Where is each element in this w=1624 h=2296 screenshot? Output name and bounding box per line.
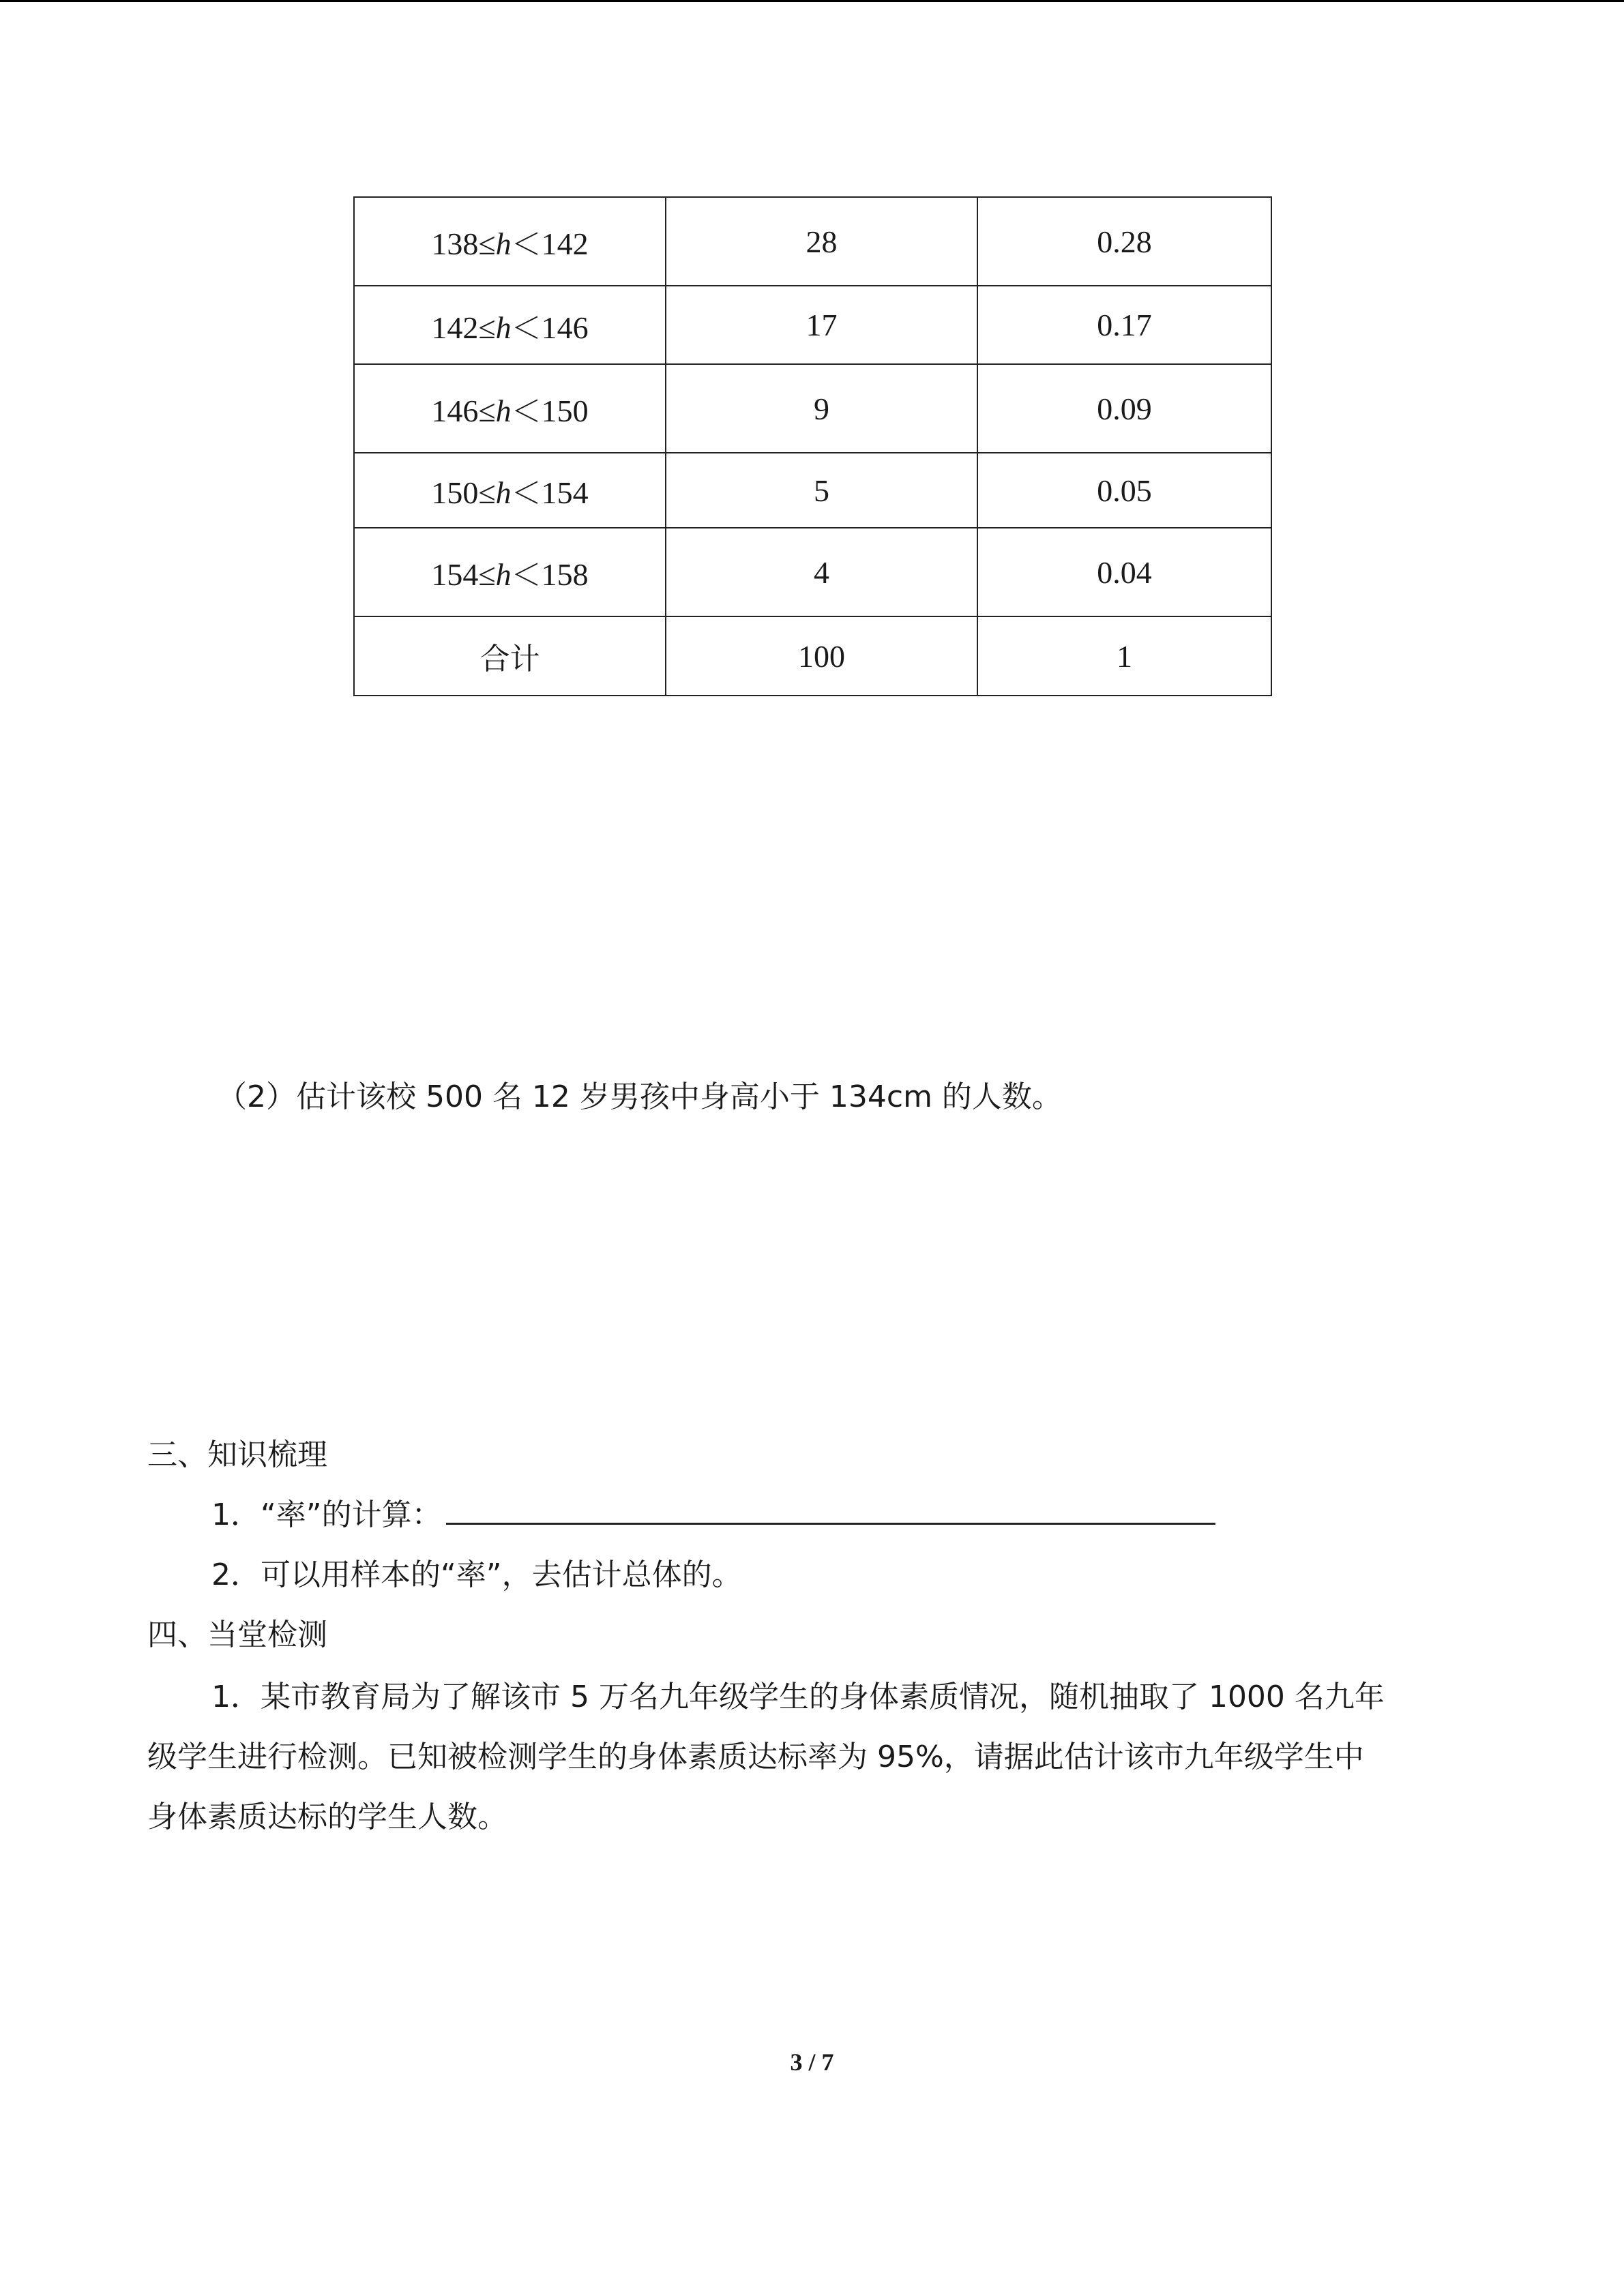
count-cell: 5: [666, 453, 977, 528]
section-4-problem-1-line-1: 1．某市教育局为了解该市 5 万名九年级学生的身体素质情况，随机抽取了 1000 名九年: [211, 1680, 1385, 1714]
page-number: 3 / 7: [790, 2048, 834, 2076]
table-row: [354, 197, 1271, 286]
height-range-cell: 154≤h＜158: [354, 528, 666, 616]
question-2: （2）估计该校 500 名 12 岁男孩中身高小于 134cm 的人数。: [217, 1079, 1062, 1114]
section-3-item-2: 2．可以用样本的“率”，去估计总体的。: [211, 1557, 742, 1592]
count-cell: 17: [666, 286, 977, 364]
count-cell: 28: [666, 197, 977, 286]
section-4-problem-1-line-2: 级学生进行检测。已知被检测学生的身体素质达标率为 95%，请据此估计该市九年级学生中: [147, 1740, 1364, 1774]
height-range-cell: 150≤h＜154: [354, 453, 666, 528]
height-frequency-table: [353, 196, 1272, 696]
height-range-cell: 142≤h＜146: [354, 286, 666, 364]
total-count-cell: 100: [666, 616, 977, 696]
section-3-item-1: 1．“率”的计算：: [211, 1485, 1215, 1545]
count-cell: 4: [666, 528, 977, 616]
count-cell: 9: [666, 364, 977, 453]
table-row: [354, 453, 1271, 528]
frequency-cell: 0.28: [977, 197, 1271, 286]
frequency-cell: 0.17: [977, 286, 1271, 364]
frequency-cell: 0.05: [977, 453, 1271, 528]
total-label-cell: 合计: [354, 616, 666, 696]
height-range-cell: 146≤h＜150: [354, 364, 666, 453]
answer-blank-line[interactable]: [446, 1489, 1215, 1525]
height-range-cell: 138≤h＜142: [354, 197, 666, 286]
total-frequency-cell: 1: [977, 616, 1271, 696]
frequency-cell: 0.04: [977, 528, 1271, 616]
table-row: [354, 364, 1271, 453]
section-4-problem-1-line-3: 身体素质达标的学生人数。: [147, 1800, 507, 1834]
section-4-heading: 四、当堂检测: [147, 1617, 327, 1652]
table-row: [354, 528, 1271, 616]
top-border-line: [0, 0, 1624, 2]
section-3-heading: 三、知识梳理: [147, 1437, 327, 1472]
table-total-row: [354, 616, 1271, 696]
frequency-cell: 0.09: [977, 364, 1271, 453]
table-row: [354, 286, 1271, 364]
